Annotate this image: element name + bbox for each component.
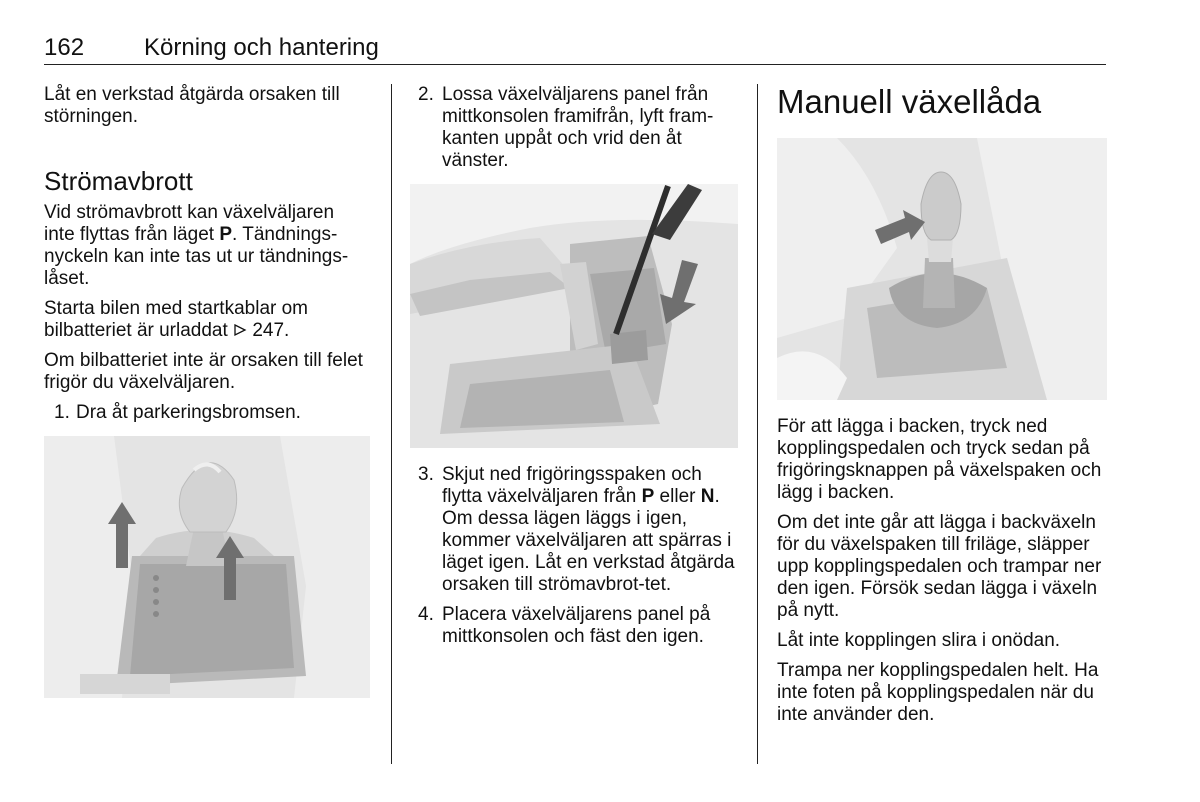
section-title: Körning och hantering — [144, 34, 379, 61]
step-3: 3. Skjut ned frigöringsspaken och flytta växelväljaren från P eller N. Om dessa lägen läggs i igen, kommer växelväljaren att spärras i läget igen. Låt en verkstad åtgärda orsaken till strömavbrot-tet. — [418, 464, 735, 595]
jump-start-paragraph: Starta bilen med startkablar om bilbatteriet är urladdat 247. — [44, 298, 309, 341]
figure-manual-gear-lever — [777, 138, 1107, 400]
power-failure-heading: Strömavbrott — [44, 166, 193, 196]
step-4: 4. Placera växelväljarens panel på mittkonsolen och fäst den igen. — [418, 604, 711, 647]
figure-selector-panel-removal — [410, 184, 738, 448]
column-middle — [418, 84, 742, 656]
step-2: 2. Lossa växelväljarens panel från mittkonsolen framifrån, lyft fram-kanten uppåt och vrid den åt vänster. — [418, 84, 714, 171]
header-rule — [44, 64, 1106, 65]
power-failure-paragraph: Vid strömavbrott kan växelväljaren inte flyttas från läget P. Tändnings-nyckeln kan inte tas ut ur tändnings-låset. — [44, 202, 349, 289]
clutch-pedal-paragraph: Trampa ner kopplingspedalen helt. Ha inte foten på kopplingspedalen när du inte använder den. — [777, 660, 1099, 725]
column-divider-1 — [391, 84, 392, 764]
battery-paragraph: Om bilbatteriet inte är orsaken till felet frigör du växelväljaren. — [44, 350, 363, 393]
clutch-slip-paragraph: Låt inte kopplingen slira i onödan. — [777, 630, 1061, 651]
reverse-gear-paragraph: För att lägga i backen, tryck ned kopplingspedalen och tryck sedan på frigöringsknappen på växelspaken och lägg i backen. — [777, 416, 1102, 503]
figure-automatic-selector — [44, 436, 370, 698]
reference-page: 247. — [252, 320, 290, 341]
step-1: 1. Dra åt parkeringsbromsen. — [54, 402, 301, 423]
intro-text: Låt en verkstad åtgärda orsaken till störningen. — [44, 84, 340, 127]
column-divider-2 — [757, 84, 758, 764]
column-right — [777, 84, 1109, 734]
column-left — [44, 84, 364, 714]
manual-gearbox-heading: Manuell växellåda — [777, 83, 1042, 120]
reverse-gear-fail-paragraph: Om det inte går att lägga i backväxeln för du växelspaken till friläge, släpper upp kopplingspedalen och trampar ner den igen. Försök sedan lägga i växeln på nytt. — [777, 512, 1102, 621]
page-reference-icon — [233, 323, 247, 337]
page-header — [44, 34, 1106, 64]
page-number: 162 — [44, 34, 85, 61]
